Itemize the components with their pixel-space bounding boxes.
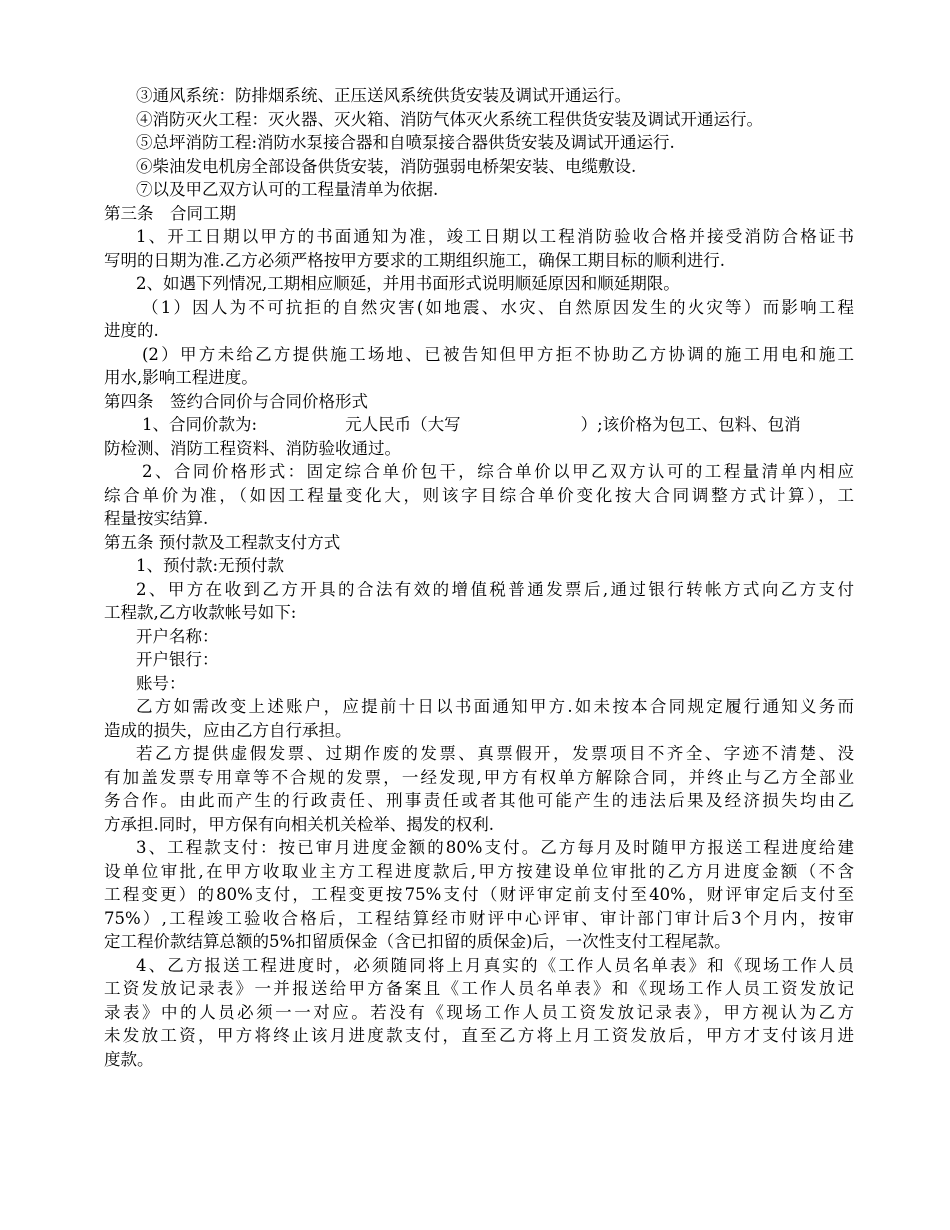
article-5-heading: 第五条 预付款及工程款支付方式: [104, 532, 341, 552]
art5-para5-line1: 3、工程款支付：按已审月进度金额的80%支付。乙方每月及时随甲方报送工程进度给建: [136, 838, 854, 857]
art4-para1-line2: 防检测、消防工程资料、消防验收通过。: [104, 438, 401, 458]
art3-para3-line1: （1）因人为不可抗拒的自然灾害(如地震、水灾、自然原因发生的火灾等）而影响工程: [142, 297, 854, 317]
art3-para1-line2: 写明的日期为准.乙方必须严格按甲方要求的工期组织施工，确保工期目标的顺利进行.: [104, 250, 725, 270]
art5-para5-line5: 定工程价款结算总额的5%扣留质保金（含已扣留的质保金)后，一次性支付工程尾款。: [104, 932, 731, 951]
article-3-heading: 第三条 合同工期: [104, 203, 236, 223]
art3-para2: 2、如遇下列情况,工期相应顺延，并用书面形式说明顺延原因和顺延期限。: [136, 274, 680, 293]
art3-para4-line1: (2）甲方未给乙方提供施工场地、已被告知但甲方拒不协助乙方协调的施工用电和施工: [142, 344, 854, 364]
art5-para4-line3: 务合作。由此而产生的行政责任、刑事责任或者其他可能产生的违法后果及经济损失均由乙: [104, 791, 854, 810]
art5-para5-line3: 工程变更）的80%支付，工程变更按75%支付（财评审定前支付至40%，财评审定后支付至: [104, 885, 854, 904]
art5-para3-line1: 乙方如需改变上述账户，应提前十日以书面通知甲方.如未按本合同规定履行通知义务而: [136, 697, 854, 716]
art5-para6-line2: 工资发放记录表》一并报送给甲方备案且《工作人员名单表》和《现场工作人员工资发放记: [104, 979, 854, 998]
art4-para2-line3: 程量按实结算.: [104, 509, 209, 528]
art5-para4-line2: 有加盖发票专用章等不合规的发票，一经发现,甲方有权单方解除合同，并终止与乙方全部业: [104, 767, 854, 787]
scope-item-5: ⑤总坪消防工程:消防水泵接合器和自喷泵接合器供货安装及调试开通运行.: [136, 133, 675, 152]
art4-para2-line1: 2、合同价格形式：固定综合单价包干，综合单价以甲乙双方认可的工程量清单内相应: [142, 462, 854, 481]
art5-para6-line1: 4、乙方报送工程进度时，必须随同将上月真实的《工作人员名单表》和《现场工作人员: [136, 955, 854, 975]
art5-para6-line3: 录表》中的人员必须一一对应。若没有《现场工作人员工资发放记录表》，甲方视认为乙方: [104, 1002, 854, 1022]
art5-para4-line1: 若乙方提供虚假发票、过期作废的发票、真票假开，发票项目不齐全、字迹不清楚、没: [136, 744, 854, 763]
scope-item-7: ⑦以及甲乙双方认可的工程量清单为依据.: [136, 180, 439, 199]
article-4-heading: 第四条 签约合同价与合同价格形式: [104, 391, 368, 411]
art3-para4-line2: 用水,影响工程进度。: [104, 368, 258, 387]
rmb-capital-label: 元人民币（大写: [345, 415, 461, 434]
art5-para2-line1: 2、甲方在收到乙方开具的合法有效的增值税普通发票后,通过银行转帐方式向乙方支付: [136, 579, 854, 599]
art5-para6-line5: 度款。: [104, 1049, 154, 1069]
scope-item-3: ③通风系统：防排烟系统、正压送风系统供货安装及调试开通运行。: [136, 86, 631, 105]
art5-para1: 1、预付款:无预付款: [136, 556, 285, 575]
art5-para6-line4: 未发放工资，甲方将终止该月进度款支付，直至乙方将上月工资发放后，甲方才支付该月进: [104, 1026, 854, 1045]
art5-para5-line2: 设单位审批,在甲方收取业主方工程进度款后,甲方按建设单位审批的乙方月进度金额（不含: [104, 861, 854, 881]
scope-item-4: ④消防灭火工程：灭火器、灭火箱、消防气体灭火系统工程供货安装及调试开通运行。: [136, 109, 763, 129]
account-name-field: 开户名称：: [136, 626, 219, 646]
contract-price-label: 1、合同价款为:: [142, 415, 258, 434]
art3-para1-line1: 1、开工日期以甲方的书面通知为准，竣工日期以工程消防验收合格并接受消防合格证书: [136, 227, 854, 246]
art5-para4-line4: 方承担.同时，甲方保有向相关机关检举、揭发的权利.: [104, 814, 494, 834]
art4-para2-line2: 综合单价为准，（如因工程量变化大，则该字目综合单价变化按大合同调整方式计算），工: [104, 485, 854, 505]
art3-para3-line2: 进度的.: [104, 321, 159, 340]
bank-field: 开户银行：: [136, 650, 219, 669]
account-number-field: 账号：: [136, 673, 186, 693]
scope-item-6: ⑥柴油发电机房全部设备供货安装，消防强弱电桥架安装、电缆敷设.: [136, 156, 637, 176]
art4-para1-line1: [104, 413, 854, 437]
art5-para2-line2: 工程款,乙方收款帐号如下:: [104, 603, 297, 622]
art5-para3-line2: 造成的损失，应由乙方自行承担。: [104, 720, 352, 740]
art5-para5-line4: 75%）,工程竣工验收合格后，工程结算经市财评中心评审、审计部门审计后3个月内，按审: [104, 908, 854, 928]
price-scope-text: ）;该价格为包工、包料、包消: [580, 415, 801, 434]
